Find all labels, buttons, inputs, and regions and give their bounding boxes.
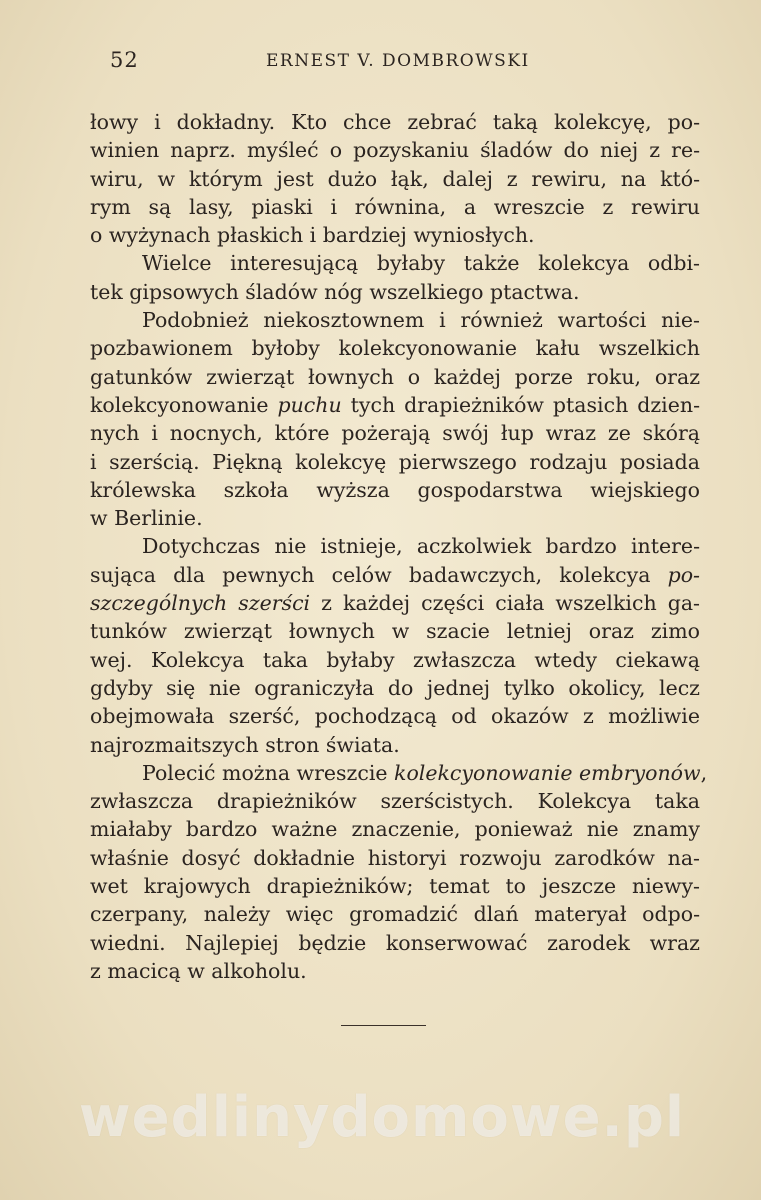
text-line [90, 334, 700, 362]
text-segment: Wielce interesującą byłaby także kolekcya odbi- [142, 251, 700, 276]
text-segment: gdyby się nie ograniczyła do jednej tylko okolicy, lecz [90, 675, 700, 700]
text-segment: , [700, 760, 708, 785]
text-line [90, 731, 700, 759]
page-header [88, 46, 698, 76]
text-segment: czerpany, należy więc gromadzić dlań materyał odpo- [90, 902, 700, 927]
text-segment: kolekcyonowanie [90, 392, 278, 417]
text-segment: królewska szkoła wyższa gospodarstwa wiejskiego [90, 477, 700, 502]
text-segment: tek gipsowych śladów nóg wszelkiego ptactwa. [90, 279, 580, 304]
text-line [90, 844, 700, 872]
text-segment: wiedni. Najlepiej będzie konserwować zarodek wraz [90, 930, 700, 955]
text-segment: sująca dla pewnych celów badawczych, kolekcya [90, 562, 668, 587]
text-line [90, 702, 700, 730]
text-line [90, 476, 700, 504]
text-line [90, 589, 700, 617]
text-segment: Polecić można wreszcie [142, 760, 395, 785]
text-line [90, 532, 700, 560]
text-line [90, 561, 700, 589]
text-segment: z każdej części ciała wszelkich ga- [310, 591, 700, 616]
text-line [90, 165, 700, 193]
text-segment: Podobnież niekosztownem i również wartości nie- [142, 308, 700, 333]
text-line [90, 249, 700, 277]
text-line [90, 957, 700, 985]
text-segment: z macicą w alkoholu. [90, 958, 307, 983]
text-segment: wiru, w którym jest dużo łąk, dalej z rewiru, na któ- [90, 166, 700, 191]
text-segment: gatunków zwierząt łownych o każdej porze roku, oraz [90, 364, 700, 389]
italic-text: szczególnych szerści [90, 591, 311, 616]
text-segment: tych drapieżników ptasich dzien- [341, 392, 700, 417]
text-segment: najrozmaitszych stron świata. [90, 732, 400, 757]
text-line [90, 900, 700, 928]
text-segment: nych i nocnych, które pożerają swój łup wraz ze skórą [90, 421, 700, 446]
text-segment: Dotychczas nie istnieje, aczkolwiek bardzo intere- [142, 534, 700, 559]
text-line [90, 872, 700, 900]
body-text [90, 108, 708, 985]
text-line [90, 674, 700, 702]
text-segment: miałaby bardzo ważne znaczenie, ponieważ nie znamy [90, 817, 700, 842]
text-line [90, 193, 700, 221]
text-line [90, 504, 700, 532]
text-line [90, 363, 700, 391]
text-line [90, 929, 700, 957]
section-divider [341, 1025, 426, 1026]
text-line [90, 278, 700, 306]
text-line [90, 108, 700, 136]
text-line [90, 815, 700, 843]
text-line [90, 759, 708, 787]
text-segment: wej. Kolekcya taka byłaby zwłaszcza wtedy ciekawą [90, 647, 700, 672]
text-segment: tunków zwierząt łownych w szacie letniej oraz zimo [90, 619, 700, 644]
text-line [90, 306, 700, 334]
italic-text: po- [667, 562, 700, 587]
text-line [90, 136, 700, 164]
text-segment: rym są lasy, piaski i równina, a wreszcie z rewiru [90, 194, 700, 219]
text-segment: zwłaszcza drapieżników szerścistych. Kolekcya taka [90, 789, 700, 814]
text-line [90, 617, 700, 645]
text-segment: łowy i dokładny. Kto chce zebrać taką kolekcyę, po- [90, 110, 700, 134]
italic-text: kolekcyonowanie embryonów [394, 760, 701, 785]
text-segment: i szerścią. Piękną kolekcyę pierwszego rodzaju posiada [90, 449, 700, 474]
text-line [90, 419, 700, 447]
text-segment: pozbawionem byłoby kolekcyonowanie kału wszelkich [90, 336, 700, 361]
text-segment: w Berlinie. [90, 506, 203, 531]
page-number: 52 [110, 48, 139, 72]
text-line [90, 448, 700, 476]
text-segment: o wyżynach płaskich i bardziej wyniosłych. [90, 223, 535, 248]
text-line [90, 787, 700, 815]
text-segment: obejmowała szerść, pochodzącą od okazów z możliwie [90, 704, 700, 729]
text-line [90, 646, 700, 674]
text-segment: winien naprz. myśleć o pozyskaniu śladów do niej z re- [90, 138, 700, 163]
italic-text: puchu [277, 392, 342, 417]
watermark: wedlinydomowe.pl [78, 1085, 686, 1150]
running-title: ERNEST V. DOMBROWSKI [266, 51, 530, 71]
text-line [90, 221, 700, 249]
text-segment: właśnie dosyć dokładnie historyi rozwoju zarodków na- [90, 845, 700, 870]
text-segment: wet krajowych drapieżników; temat to jeszcze niewy- [90, 874, 700, 899]
text-line [90, 391, 700, 419]
